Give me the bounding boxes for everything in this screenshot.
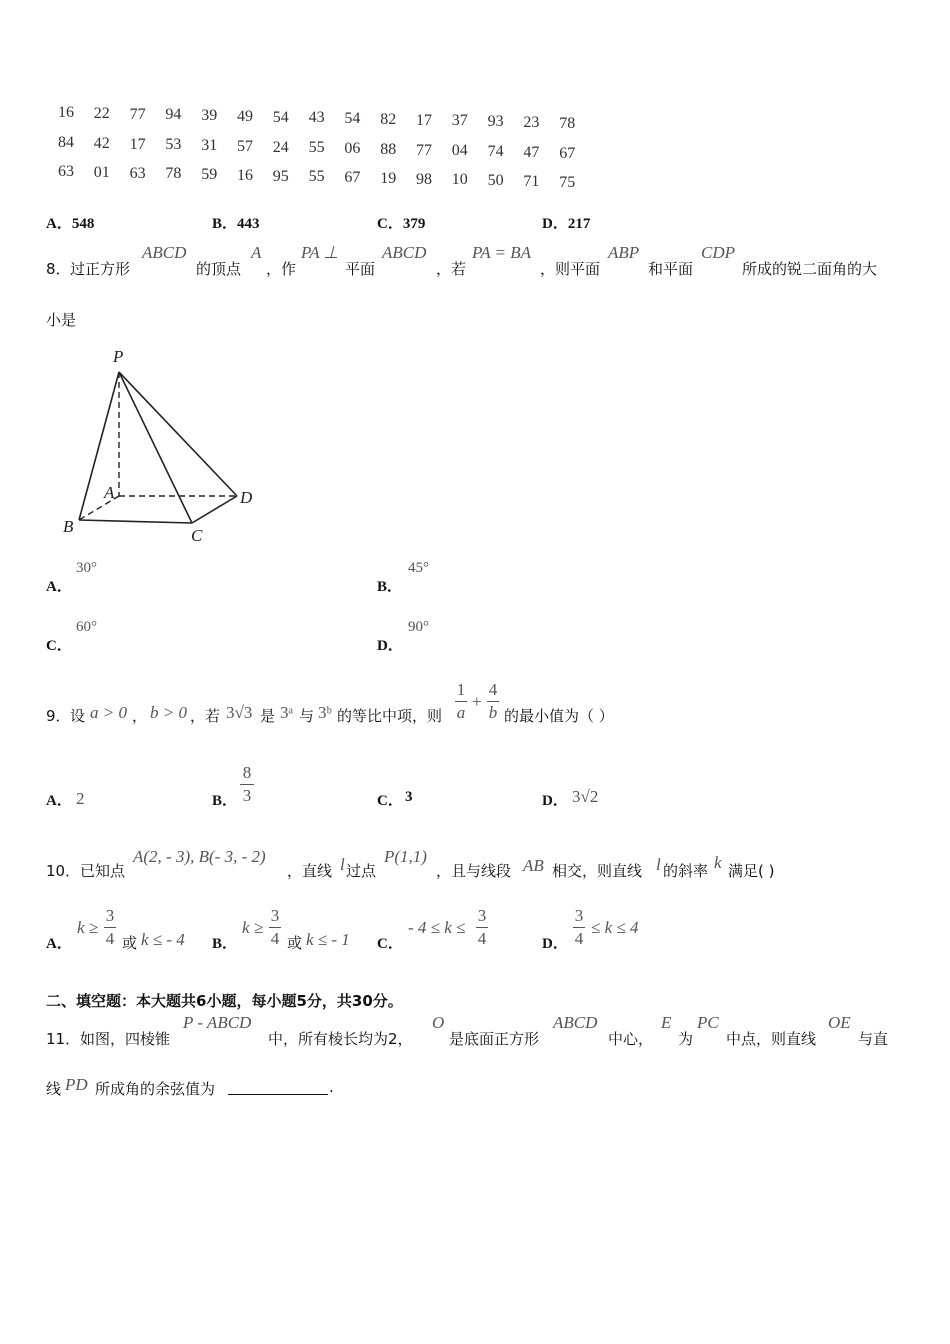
q11-number: 11． — [46, 1030, 81, 1048]
q8-text: ，作 — [266, 260, 297, 278]
q7-option-b: B．443 — [212, 216, 260, 232]
q8-math: ABCD — [142, 243, 187, 262]
q8-math: A — [251, 243, 262, 262]
q9-plus: + — [472, 692, 482, 711]
table-cell: 01 — [93, 163, 110, 181]
table-cell: 63 — [58, 163, 74, 180]
table-cell: 78 — [165, 165, 182, 183]
q10-option-c-label: C． — [377, 936, 403, 952]
table-cell: 39 — [201, 107, 218, 124]
q9-fraction-2-num: 4 — [488, 680, 498, 699]
q8-math: PA = BA — [472, 243, 532, 262]
q11-math: E — [661, 1013, 672, 1032]
table-cell: 55 — [308, 168, 325, 186]
q10-option-c-num: 3 — [477, 906, 487, 925]
q10-option-a-num: 3 — [105, 906, 115, 925]
q10-option-b-post: k ≤ - 1 — [306, 930, 350, 949]
q8-math: CDP — [701, 243, 735, 262]
q8-math: ABCD — [382, 243, 427, 262]
q9-fraction-1-num: 1 — [456, 680, 466, 699]
q11-math: O — [432, 1013, 445, 1032]
q11-text: 线 — [46, 1080, 62, 1098]
q11-math: PC — [697, 1013, 719, 1032]
table-cell: 17 — [416, 111, 432, 129]
q8-text: 小是 — [46, 311, 77, 329]
q9-option-d-value: 3√2 — [572, 787, 599, 806]
table-cell: 59 — [201, 166, 218, 183]
q9-text: 是 — [260, 707, 276, 725]
q8-option-c-label: C． — [46, 638, 72, 654]
q10-option-d-den: 4 — [574, 929, 584, 948]
q10-math: l — [656, 855, 661, 874]
edge-pc — [119, 372, 192, 523]
table-cell: 17 — [129, 135, 146, 153]
q8-option-a-label: A． — [46, 579, 72, 595]
q9-math: b > 0 — [150, 703, 187, 722]
q10-option-b-num: 3 — [270, 906, 280, 925]
q8-option-b-value: 45° — [408, 560, 429, 576]
table-cell: 06 — [344, 140, 361, 157]
q10-text: 过点 — [346, 862, 377, 880]
q10-number: 10． — [46, 862, 81, 880]
q9-math: a > 0 — [90, 703, 127, 722]
q9-math: 3ᵇ — [318, 703, 332, 722]
q10-option-a-label: A． — [46, 936, 72, 952]
table-cell: 16 — [237, 166, 253, 184]
q9-option-a-label: A． — [46, 793, 72, 809]
table-cell: 74 — [487, 143, 504, 160]
q10-math: AB — [523, 856, 544, 875]
q10-option-b-label: B． — [212, 936, 238, 952]
table-cell: 49 — [237, 107, 253, 125]
table-cell: 16 — [58, 104, 74, 121]
table-cell: 43 — [308, 109, 325, 127]
q10-option-d-num: 3 — [574, 906, 584, 925]
q8-text: 和平面 — [648, 260, 694, 278]
q9-text: 设 — [70, 707, 86, 725]
table-cell: 55 — [308, 139, 325, 157]
q10-option-a-pre: k ≥ — [77, 918, 99, 937]
q9-option-d-label: D． — [542, 793, 568, 809]
table-cell: 67 — [559, 144, 576, 162]
q9-text: 的最小值为（ ） — [504, 707, 614, 725]
edge-bc — [79, 520, 192, 523]
q11-text: 与直 — [858, 1030, 889, 1048]
table-cell: 50 — [487, 172, 504, 189]
q8-text: 的顶点 — [196, 260, 242, 278]
label-d: D — [240, 488, 253, 507]
q9-text: ， — [132, 707, 148, 725]
q10-math: l — [340, 855, 345, 874]
label-b: B — [63, 517, 74, 536]
q10-text: ，直线 — [287, 862, 333, 880]
table-cell: 31 — [201, 137, 218, 154]
q9-text: 的等比中项，则 — [337, 707, 443, 725]
table-cell: 77 — [129, 105, 146, 123]
q8-text: ，则平面 — [540, 260, 601, 278]
q10-text: 相交，则直线 — [552, 862, 643, 880]
q10-option-b-fraction — [269, 906, 281, 949]
q9-fraction-1-den: a — [456, 703, 466, 722]
table-cell: 95 — [272, 167, 289, 185]
q10-option-b-pre: k ≥ — [242, 918, 264, 937]
table-cell: 53 — [165, 136, 182, 154]
q10-option-c-fraction — [476, 906, 488, 949]
table-cell: 93 — [487, 113, 504, 130]
q8-option-b-label: B． — [377, 579, 403, 595]
q7-option-a: A．548 — [46, 216, 95, 232]
label-c: C — [191, 526, 203, 545]
section-heading-fill-in: 二、填空题：本大题共6小题，每小题5分，共30分。 — [46, 992, 403, 1010]
q8-number: 8． — [46, 260, 71, 278]
q11-math: ABCD — [553, 1013, 598, 1032]
label-p: P — [113, 347, 124, 366]
table-cell: 04 — [451, 142, 468, 160]
q9-fraction-2-den: b — [488, 703, 498, 722]
q10-option-d-label: D． — [542, 936, 568, 952]
table-cell: 54 — [272, 108, 289, 126]
q11-text: 中心， — [608, 1030, 654, 1048]
edge-cd — [192, 496, 237, 523]
q8-math: ABP — [608, 243, 640, 262]
q10-text: 的斜率 — [663, 862, 709, 880]
q10-option-a-or: 或 — [122, 934, 138, 952]
q10-text: 已知点 — [80, 862, 126, 880]
table-cell: 47 — [523, 143, 540, 161]
q10-option-a-post: k ≤ - 4 — [141, 930, 185, 949]
pyramid-figure — [55, 340, 275, 550]
q11-answer-blank[interactable] — [228, 1078, 328, 1097]
q9-option-b-num: 8 — [242, 763, 252, 782]
q10-option-a-fraction — [104, 906, 116, 949]
q8-option-a-value: 30° — [76, 560, 97, 576]
table-cell: 71 — [523, 172, 540, 190]
q8-option-c-value: 60° — [76, 619, 97, 635]
q11-math: OE — [828, 1013, 851, 1032]
table-cell: 77 — [416, 141, 432, 159]
q7-option-d: D．217 — [542, 216, 591, 232]
q9-option-a-value: 2 — [76, 789, 85, 808]
q11-text: . — [329, 1078, 334, 1096]
table-cell: 19 — [380, 169, 397, 187]
edge-pd — [119, 372, 237, 496]
q10-option-c-pre: - 4 ≤ k ≤ — [408, 918, 466, 937]
table-cell: 57 — [237, 137, 253, 155]
q9-option-c-label: C． — [377, 793, 403, 809]
q8-text: 平面 — [345, 260, 376, 278]
q11-text: 中，所有棱长均为2， — [268, 1030, 413, 1048]
table-cell: 10 — [451, 171, 468, 189]
q10-option-a-den: 4 — [105, 929, 115, 948]
q10-math: P(1,1) — [384, 847, 427, 866]
q8-text: 所成的锐二面角的大 — [742, 260, 878, 278]
q9-math: 3ᵃ — [280, 703, 294, 722]
q11-text: 所成角的余弦值为 — [95, 1080, 216, 1098]
table-cell: 54 — [344, 110, 361, 127]
q9-fraction-2 — [487, 680, 499, 723]
table-cell: 84 — [58, 134, 74, 151]
table-cell: 94 — [165, 106, 182, 124]
q10-text: 满足( ) — [728, 862, 775, 880]
q11-text: 中点，则直线 — [726, 1030, 817, 1048]
q9-text: ，若 — [190, 707, 221, 725]
q10-option-b-den: 4 — [270, 929, 280, 948]
q10-option-d-fraction — [573, 906, 585, 949]
table-cell: 63 — [129, 164, 146, 182]
q9-option-c-value: 3 — [405, 789, 413, 805]
q8-text: 过正方形 — [70, 260, 131, 278]
q11-text: 为 — [678, 1030, 694, 1048]
table-cell: 82 — [380, 110, 397, 128]
q10-option-c-den: 4 — [477, 929, 487, 948]
table-cell: 67 — [344, 169, 361, 186]
q7-option-c: C．379 — [377, 216, 426, 232]
table-cell: 42 — [93, 134, 110, 152]
q9-text: 与 — [299, 707, 315, 725]
q9-math: 3√3 — [226, 703, 253, 722]
q10-math: A(2, - 3), B(- 3, - 2) — [133, 847, 266, 866]
table-cell: 37 — [451, 112, 468, 130]
q10-option-b-or: 或 — [287, 934, 303, 952]
label-a: A — [104, 483, 115, 502]
q9-option-b-label: B． — [212, 793, 238, 809]
q9-option-b-den: 3 — [242, 786, 252, 805]
table-cell: 24 — [272, 138, 289, 156]
q11-text: 是底面正方形 — [449, 1030, 540, 1048]
q11-math: P - ABCD — [183, 1013, 252, 1032]
q11-math: PD — [65, 1075, 88, 1094]
table-cell: 88 — [380, 140, 397, 158]
q8-text: ，若 — [436, 260, 467, 278]
q8-option-d-label: D． — [377, 638, 403, 654]
table-cell: 22 — [93, 104, 110, 122]
q10-option-d-post: ≤ k ≤ 4 — [591, 918, 639, 937]
q10-math: k — [714, 853, 722, 872]
q11-text: 如图，四棱锥 — [80, 1030, 171, 1048]
table-cell: 98 — [416, 170, 432, 188]
q9-fraction-1 — [455, 680, 467, 723]
q8-option-d-value: 90° — [408, 619, 429, 635]
q10-text: ，且与线段 — [436, 862, 512, 880]
table-cell: 23 — [523, 113, 540, 131]
table-cell: 78 — [559, 114, 576, 132]
q8-math: PA ⊥ — [301, 243, 339, 262]
q9-number: 9． — [46, 707, 71, 725]
q9-option-b-fraction — [240, 763, 254, 806]
table-cell: 75 — [559, 173, 576, 191]
